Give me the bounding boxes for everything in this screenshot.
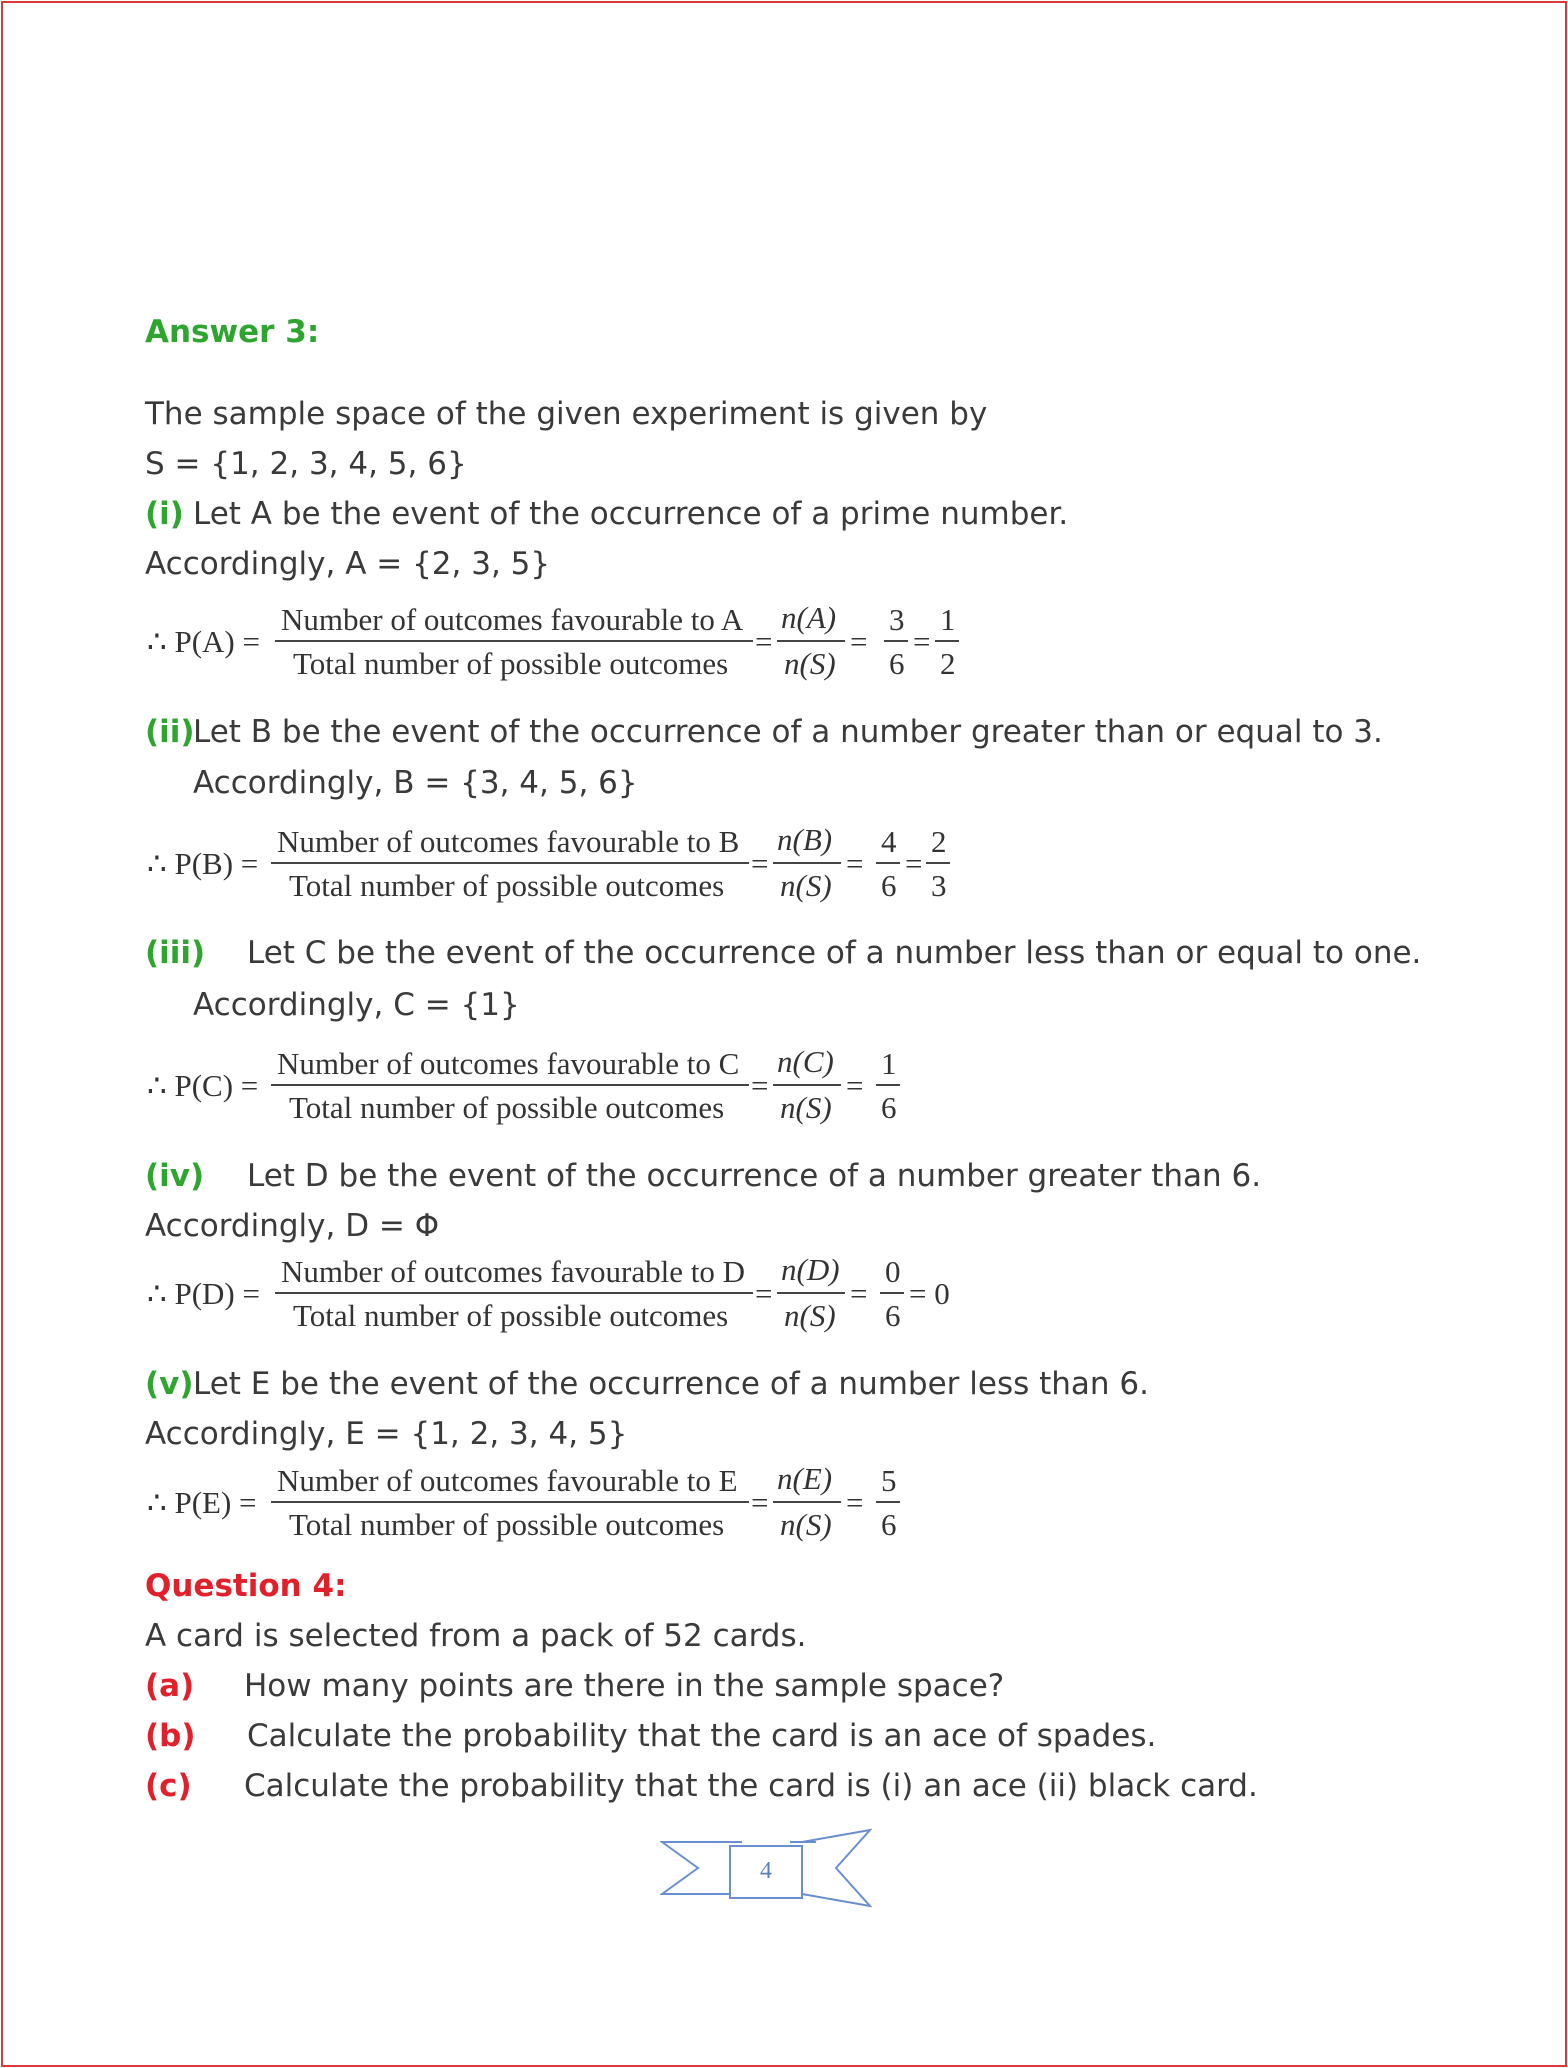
fraction-bar bbox=[773, 862, 841, 864]
n-event: n(D) bbox=[781, 1252, 840, 1287]
part-text: Let B be the event of the occurrence of a number greater than or equal to 3. bbox=[193, 714, 1383, 750]
fraction-bar bbox=[271, 862, 749, 864]
frac2-num: 1 bbox=[940, 602, 956, 637]
part-label: (iii) bbox=[145, 935, 206, 971]
frac1-den: 6 bbox=[889, 646, 905, 681]
sub-question-label: (b) bbox=[145, 1718, 196, 1754]
formula-numerator: Number of outcomes favourable to B bbox=[277, 824, 740, 859]
page-number: 4 bbox=[760, 1858, 772, 1884]
page-number-ribbon bbox=[660, 1828, 872, 1912]
part-label: (v) bbox=[145, 1366, 194, 1402]
fraction-bar bbox=[935, 640, 959, 642]
part-set: Accordingly, E = {1, 2, 3, 4, 5} bbox=[145, 1416, 628, 1452]
part-text: Let D be the event of the occurrence of a number greater than 6. bbox=[247, 1158, 1262, 1194]
fraction-bar bbox=[884, 640, 908, 642]
n-sample: n(S) bbox=[780, 868, 832, 903]
part-text: Let A be the event of the occurrence of a prime number. bbox=[193, 496, 1069, 532]
formula-lhs: ∴ P(A) = bbox=[147, 624, 260, 659]
formula-denominator: Total number of possible outcomes bbox=[289, 1090, 725, 1125]
part-label: (iv) bbox=[145, 1158, 205, 1194]
question-heading: Question 4: bbox=[145, 1568, 347, 1604]
fraction-bar bbox=[876, 1501, 900, 1503]
frac1-num: 3 bbox=[889, 602, 905, 637]
page-border bbox=[1, 1, 1567, 2067]
formula-c: ∴ P(C) = Number of outcomes favourable to C Total number of possible outcomes = n(C) n(S) = 1 6 bbox=[147, 1042, 967, 1128]
formula-numerator: Number of outcomes favourable to C bbox=[277, 1046, 740, 1081]
fraction-bar bbox=[777, 1292, 845, 1294]
part-text: Let C be the event of the occurrence of a number less than or equal to one. bbox=[247, 935, 1422, 971]
formula-lhs: ∴ P(D) = bbox=[147, 1276, 260, 1311]
fraction-bar bbox=[876, 862, 900, 864]
fraction-bar bbox=[926, 862, 950, 864]
frac1-num: 5 bbox=[881, 1463, 897, 1498]
sub-question-text: Calculate the probability that the card is an ace of spades. bbox=[247, 1718, 1157, 1754]
fraction-bar bbox=[876, 1084, 900, 1086]
n-event: n(A) bbox=[781, 600, 837, 635]
part-text: Let E be the event of the occurrence of a number less than 6. bbox=[193, 1366, 1149, 1402]
formula-lhs: ∴ P(C) = bbox=[147, 1068, 259, 1103]
n-event: n(E) bbox=[777, 1461, 833, 1496]
n-event: n(C) bbox=[777, 1044, 834, 1079]
n-sample: n(S) bbox=[784, 1298, 836, 1333]
sub-question-text: How many points are there in the sample space? bbox=[244, 1668, 1005, 1704]
frac1-den: 6 bbox=[881, 868, 897, 903]
n-sample: n(S) bbox=[780, 1507, 832, 1542]
formula-result: = 0 bbox=[909, 1276, 950, 1311]
part-label: (i) bbox=[145, 496, 184, 532]
fraction-bar bbox=[773, 1084, 841, 1086]
question-text: A card is selected from a pack of 52 cards. bbox=[145, 1618, 807, 1654]
frac2-num: 2 bbox=[931, 824, 947, 859]
formula-numerator: Number of outcomes favourable to E bbox=[277, 1463, 738, 1498]
formula-denominator: Total number of possible outcomes bbox=[289, 868, 725, 903]
sub-question-label: (c) bbox=[145, 1768, 192, 1804]
fraction-bar bbox=[275, 640, 753, 642]
part-label: (ii) bbox=[145, 714, 195, 750]
frac1-num: 0 bbox=[885, 1254, 901, 1289]
formula-numerator: Number of outcomes favourable to A bbox=[281, 602, 744, 637]
frac1-den: 6 bbox=[885, 1298, 901, 1333]
intro-text: The sample space of the given experiment is given by bbox=[145, 396, 988, 432]
sample-space: S = {1, 2, 3, 4, 5, 6} bbox=[145, 446, 467, 482]
frac2-den: 2 bbox=[940, 646, 956, 681]
fraction-bar bbox=[880, 1292, 904, 1294]
part-set: Accordingly, A = {2, 3, 5} bbox=[145, 546, 551, 582]
formula-d: ∴ P(D) = Number of outcomes favourable to D Total number of possible outcomes = n(D) n(S) = 0 6 = 0 bbox=[147, 1252, 950, 1333]
fraction-bar bbox=[271, 1084, 749, 1086]
part-set: Accordingly, D = Φ bbox=[145, 1208, 440, 1244]
n-sample: n(S) bbox=[784, 646, 836, 681]
frac1-num: 1 bbox=[881, 1046, 897, 1081]
formula-denominator: Total number of possible outcomes bbox=[293, 1298, 729, 1333]
frac1-num: 4 bbox=[881, 824, 897, 859]
frac2-den: 3 bbox=[931, 868, 947, 903]
formula-lhs: ∴ P(B) = bbox=[147, 846, 259, 881]
fraction-bar bbox=[777, 640, 845, 642]
formula-denominator: Total number of possible outcomes bbox=[293, 646, 729, 681]
formula-lhs: ∴ P(E) = bbox=[147, 1485, 257, 1520]
formula-b: ∴ P(B) = Number of outcomes favourable to B Total number of possible outcomes = n(B) n(S) = 4 6 = 2 3 bbox=[147, 820, 967, 906]
frac1-den: 6 bbox=[881, 1090, 897, 1125]
n-event: n(B) bbox=[777, 822, 833, 857]
part-set: Accordingly, C = {1} bbox=[193, 987, 520, 1023]
formula-e: ∴ P(E) = Number of outcomes favourable to E Total number of possible outcomes = n(E) n(S) = 5 6 bbox=[147, 1459, 967, 1545]
fraction-bar bbox=[773, 1501, 841, 1503]
n-sample: n(S) bbox=[780, 1090, 832, 1125]
fraction-bar bbox=[275, 1292, 753, 1294]
answer-heading: Answer 3: bbox=[145, 314, 320, 350]
frac1-den: 6 bbox=[881, 1507, 897, 1542]
sub-question-label: (a) bbox=[145, 1668, 195, 1704]
formula-numerator: Number of outcomes favourable to D bbox=[281, 1254, 746, 1289]
sub-question-text: Calculate the probability that the card is (i) an ace (ii) black card. bbox=[244, 1768, 1258, 1804]
formula-a: ∴ P(A) = Number of outcomes favourable to A Total number of possible outcomes = n(A) n(S) = 3 6 = 1 2 bbox=[147, 598, 967, 684]
fraction-bar bbox=[271, 1501, 749, 1503]
part-set: Accordingly, B = {3, 4, 5, 6} bbox=[193, 765, 638, 801]
formula-denominator: Total number of possible outcomes bbox=[289, 1507, 725, 1542]
